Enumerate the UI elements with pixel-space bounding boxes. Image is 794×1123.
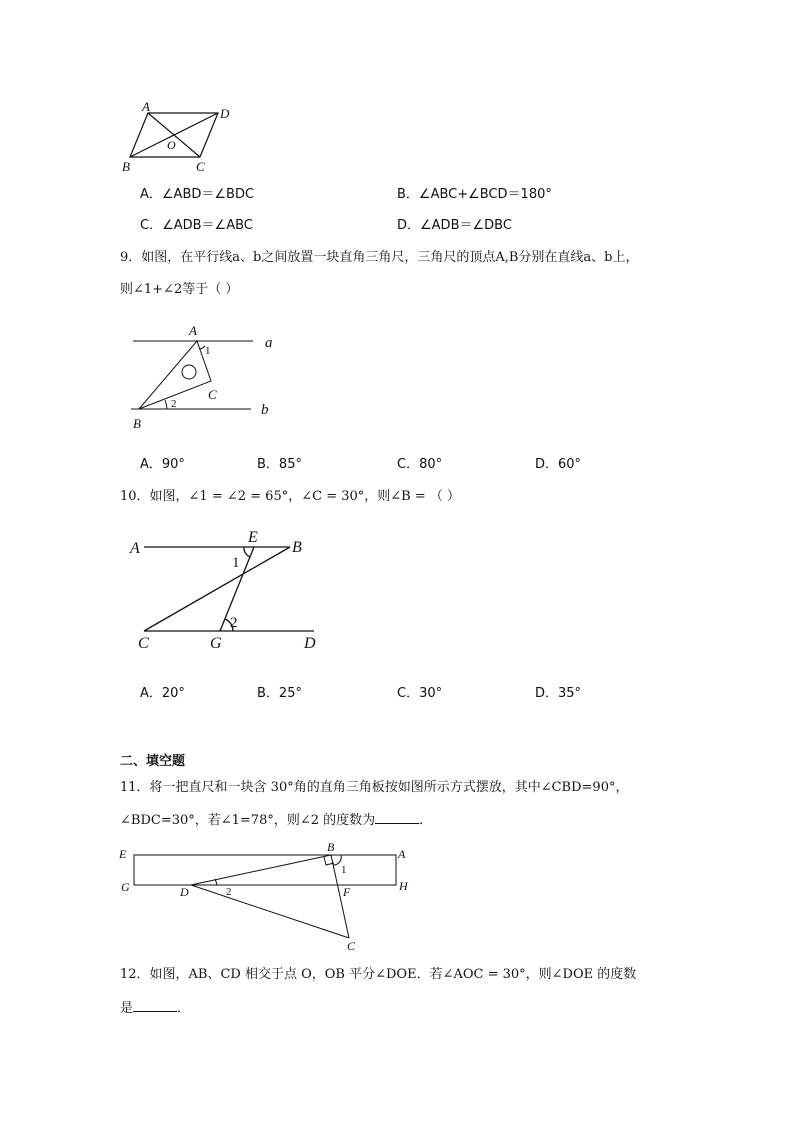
q11-label-a: A — [398, 847, 406, 861]
q11-label-e: E — [119, 847, 127, 861]
q10-option-b[interactable]: B．25° — [257, 686, 302, 701]
q8-figure — [118, 98, 248, 178]
q10-option-a[interactable]: A．20° — [140, 686, 185, 701]
q9-stem-line1: 9．如图，在平行线a、b之间放置一块直角三角尺，三角尺的顶点A,B分别在直线a、b上， — [120, 250, 639, 265]
q8-option-b[interactable]: B．∠ABC+∠BCD＝180° — [397, 187, 552, 202]
q11-label-b: B — [327, 840, 335, 854]
q10-label-b: B — [292, 539, 302, 556]
q12-stem-end: ． — [177, 1001, 191, 1016]
segment-dc — [191, 885, 349, 938]
q11-stem-line1: 11．将一把直尺和一块含 30°角的直角三角板按如图所示方式摆放，其中∠CBD=90°， — [120, 780, 629, 795]
q11-label-d: D — [180, 885, 189, 899]
q8-label-b: B — [122, 159, 130, 174]
q9-label-c: C — [208, 387, 217, 402]
q10-label-c: C — [138, 635, 149, 652]
q11-label-2: 2 — [226, 886, 232, 898]
angle-2-arc — [165, 400, 167, 409]
q11-label-1: 1 — [341, 864, 347, 876]
q12-stem-line2 — [120, 999, 190, 1017]
segment-db — [191, 855, 331, 885]
q11-label-c: C — [347, 939, 356, 953]
q9-stem-line2: 则∠1+∠2等于（ ） — [120, 282, 239, 297]
q11-stem-text: ∠BDC=30°，若∠1=78°，则∠2 的度数为 — [120, 813, 376, 828]
q10-label-g: G — [210, 635, 222, 652]
q12-stem-text: 是 — [120, 1001, 134, 1016]
set-square-hole — [182, 365, 196, 379]
q9-label-a: A — [189, 323, 197, 338]
q8-option-c[interactable]: C．∠ADB＝∠ABC — [140, 218, 253, 233]
q11-answer-blank[interactable] — [375, 811, 419, 824]
q9-label-1: 1 — [205, 345, 211, 357]
q10-stem: 10．如图，∠1 = ∠2 = 65°，∠C = 30°，则∠B = （ ） — [120, 489, 460, 504]
q12-stem-line1: 12．如图，AB、CD 相交于点 O，OB 平分∠DOE．若∠AOC = 30°，则∠DOE 的度数 — [120, 967, 637, 982]
q11-stem-line2 — [120, 811, 432, 829]
q10-label-d: D — [304, 635, 316, 652]
q11-figure — [115, 838, 420, 953]
section-heading-fill-blank: 二、填空题 — [120, 754, 186, 769]
q11-label-g: G — [121, 880, 130, 894]
q10-label-e: E — [248, 529, 258, 546]
q9-label-b: B — [133, 416, 141, 431]
q10-label-2: 2 — [230, 615, 238, 631]
q12-answer-blank[interactable] — [133, 999, 177, 1012]
q9-line-label-b: b — [261, 402, 269, 418]
q11-stem-end: ． — [419, 813, 433, 828]
q9-option-d[interactable]: D．60° — [535, 457, 582, 472]
q9-line-label-a: a — [265, 335, 273, 351]
q9-option-a[interactable]: A．90° — [140, 457, 185, 472]
q9-figure — [125, 318, 285, 433]
q11-label-f: F — [343, 885, 351, 899]
segment-cb — [144, 547, 290, 631]
q10-figure — [128, 527, 328, 655]
q10-option-d[interactable]: D．35° — [535, 686, 582, 701]
q8-label-d: D — [220, 106, 230, 121]
q9-option-c[interactable]: C．80° — [397, 457, 443, 472]
q10-option-c[interactable]: C．30° — [397, 686, 443, 701]
q8-label-a: A — [142, 99, 150, 114]
q8-option-a[interactable]: A．∠ABD＝∠BDC — [140, 187, 255, 202]
q9-label-2: 2 — [171, 398, 177, 410]
q8-label-c: C — [196, 159, 205, 174]
q11-label-h: H — [399, 879, 408, 893]
q9-option-b[interactable]: B．85° — [257, 457, 302, 472]
ruler — [134, 855, 396, 885]
q8-label-o: O — [167, 138, 176, 152]
q8-option-d[interactable]: D．∠ADB＝∠DBC — [397, 218, 512, 233]
q10-label-1: 1 — [232, 555, 240, 571]
angle-1-arc — [244, 547, 250, 557]
q10-label-a: A — [130, 540, 140, 557]
